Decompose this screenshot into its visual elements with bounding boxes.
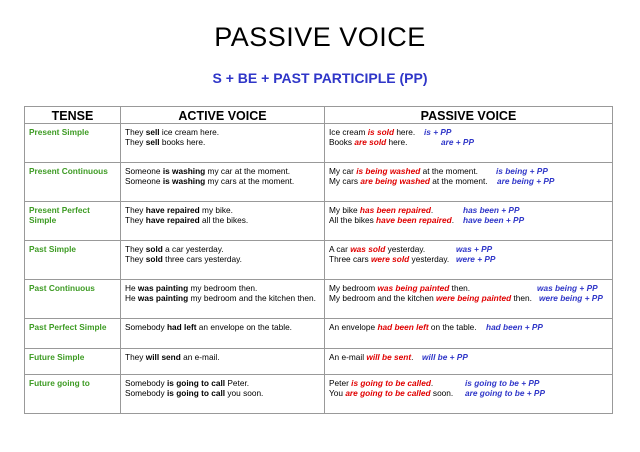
active-sentence [125, 378, 321, 388]
passive-voice-cell [325, 319, 613, 349]
sentence-text: ice cream here. [159, 127, 220, 137]
sentence-text: Peter [329, 378, 352, 388]
sentence-text: My car [329, 166, 357, 176]
header-tense: TENSE [25, 107, 121, 124]
passive-sentence [329, 244, 609, 254]
table-row [25, 163, 613, 202]
active-verb: sell [145, 127, 160, 137]
active-sentence [125, 388, 321, 398]
sentence-text: here. [386, 137, 408, 147]
active-voice-cell [121, 280, 325, 319]
active-verb: sold [145, 254, 163, 264]
passive-verb: are sold [354, 137, 387, 147]
passive-verb: were being painted [436, 293, 512, 303]
table-row [25, 202, 613, 241]
tense-cell: Future Simple [25, 349, 121, 375]
passive-sentence [329, 283, 609, 293]
sentence-text: yesterday. [385, 244, 426, 254]
passive-verb: will be sent [366, 352, 412, 362]
sentence-text: All the bikes [329, 215, 377, 225]
passive-voice-table [24, 106, 613, 414]
tense-cell: Present Simple [25, 124, 121, 163]
passive-sentence [329, 166, 609, 176]
passive-formula-hint: were + PP [456, 254, 496, 264]
table-row [25, 349, 613, 375]
sentence-text: my car at the moment. [205, 166, 291, 176]
active-sentence [125, 254, 321, 264]
sentence-text: books here. [159, 137, 206, 147]
passive-formula-hint: are going to be + PP [465, 388, 545, 398]
passive-formula-hint: is + PP [424, 127, 452, 137]
passive-verb: is going to be called [351, 378, 431, 388]
sentence-text: yesterday. [409, 254, 450, 264]
passive-sentence [329, 127, 609, 137]
passive-verb: were sold [370, 254, 410, 264]
sentence-text: He [125, 293, 138, 303]
page-title: PASSIVE VOICE [214, 22, 426, 52]
active-voice-cell [121, 124, 325, 163]
passive-formula-hint: are being + PP [497, 176, 555, 186]
passive-formula-hint: has been + PP [463, 205, 520, 215]
table-header-row [25, 107, 613, 124]
passive-sentence [329, 137, 609, 147]
passive-formula-hint: were being + PP [539, 293, 603, 303]
sentence-text: . [430, 205, 434, 215]
active-verb: sold [145, 244, 163, 254]
active-sentence [125, 137, 321, 147]
active-voice-cell [121, 241, 325, 280]
active-verb: is washing [162, 166, 206, 176]
sentence-text: Somebody [125, 388, 167, 398]
passive-verb: was sold [350, 244, 386, 254]
passive-sentence [329, 388, 609, 398]
sentence-text: They [125, 352, 146, 362]
sentence-text: then. [511, 293, 532, 303]
sentence-text: . [430, 378, 434, 388]
sentence-text: A car [329, 244, 351, 254]
header-active-voice: ACTIVE VOICE [121, 107, 325, 124]
tense-cell: Past Continuous [25, 280, 121, 319]
passive-verb: are being washed [360, 176, 430, 186]
sentence-text: My bedroom and the kitchen [329, 293, 436, 303]
active-verb: is going to call [166, 388, 226, 398]
active-verb: had left [166, 322, 197, 332]
passive-verb: was being painted [377, 283, 450, 293]
sentence-text: a car yesterday. [162, 244, 224, 254]
sentence-text: . [411, 352, 414, 362]
table-row [25, 241, 613, 280]
passive-formula-hint: is being + PP [496, 166, 548, 176]
table-row [25, 375, 613, 414]
active-verb: was painting [137, 283, 189, 293]
active-sentence [125, 215, 321, 225]
passive-verb: is being washed [356, 166, 421, 176]
sentence-text: My cars [329, 176, 361, 186]
passive-verb: is sold [367, 127, 395, 137]
passive-verb: are going to be called [345, 388, 431, 398]
sentence-text: then. [449, 283, 471, 293]
table-row [25, 280, 613, 319]
sentence-text: They [125, 215, 146, 225]
active-sentence [125, 293, 321, 303]
header-passive-voice: PASSIVE VOICE [325, 107, 613, 124]
sentence-text: They [125, 137, 146, 147]
sentence-text: all the bikes. [199, 215, 249, 225]
sentence-text: My bedroom [329, 283, 378, 293]
passive-sentence [329, 205, 609, 215]
table-row [25, 124, 613, 163]
active-verb: have repaired [145, 215, 200, 225]
sentence-text: Somebody [125, 322, 167, 332]
sentence-text: An envelope [329, 322, 378, 332]
active-sentence [125, 166, 321, 176]
passive-sentence [329, 176, 609, 186]
sentence-text: You [329, 388, 346, 398]
sentence-text: Ice cream [329, 127, 368, 137]
passive-formula-hint: was + PP [456, 244, 493, 254]
passive-voice-cell [325, 375, 613, 414]
passive-formula-hint: are + PP [441, 137, 474, 147]
passive-formula-hint: have been + PP [463, 215, 525, 225]
active-sentence [125, 176, 321, 186]
passive-verb: have been repaired [376, 215, 452, 225]
passive-sentence [329, 352, 609, 362]
active-voice-cell [121, 375, 325, 414]
active-sentence [125, 283, 321, 293]
sentence-text: my bedroom then. [188, 283, 258, 293]
active-sentence [125, 244, 321, 254]
sentence-text: three cars yesterday. [162, 254, 242, 264]
sentence-text: Someone [125, 176, 163, 186]
active-sentence [125, 205, 321, 215]
sentence-text: They [125, 244, 146, 254]
passive-sentence [329, 378, 609, 388]
passive-formula-hint: will be + PP [422, 352, 468, 362]
active-verb: have repaired [145, 205, 200, 215]
passive-sentence [329, 322, 609, 332]
sentence-text: Someone [125, 166, 163, 176]
passive-voice-cell [325, 163, 613, 202]
passive-sentence [329, 215, 609, 225]
passive-voice-cell [325, 241, 613, 280]
sentence-text: They [125, 127, 146, 137]
active-verb: will send [145, 352, 181, 362]
sentence-text: soon. [430, 388, 454, 398]
sentence-text: at the moment. [420, 166, 478, 176]
active-voice-cell [121, 319, 325, 349]
sentence-text: An e-mail [329, 352, 367, 362]
passive-sentence [329, 254, 609, 264]
tense-cell: Past Simple [25, 241, 121, 280]
sentence-text: . [451, 215, 454, 225]
passive-voice-cell [325, 202, 613, 241]
active-verb: was painting [137, 293, 189, 303]
table-row [25, 319, 613, 349]
sentence-text: Somebody [125, 378, 167, 388]
active-sentence [125, 322, 321, 332]
passive-formula-hint: is going to be + PP [465, 378, 540, 388]
passive-formula-hint: had been + PP [486, 322, 543, 332]
sentence-text: My bike [329, 205, 360, 215]
sentence-text: my cars at the moment. [205, 176, 295, 186]
sentence-text: Peter. [225, 378, 250, 388]
active-voice-cell [121, 163, 325, 202]
active-sentence [125, 352, 321, 362]
sentence-text: Books [329, 137, 355, 147]
tense-cell: Past Perfect Simple [25, 319, 121, 349]
sentence-text: at the moment. [429, 176, 488, 186]
sentence-text: my bedroom and the kitchen then. [188, 293, 316, 303]
sentence-text: Three cars [329, 254, 371, 264]
sentence-text: here. [394, 127, 416, 137]
sentence-text: an e-mail. [180, 352, 220, 362]
sentence-text: on the table. [428, 322, 477, 332]
sentence-text: They [125, 254, 146, 264]
active-voice-cell [121, 202, 325, 241]
active-verb: sell [145, 137, 160, 147]
passive-verb: had been left [377, 322, 429, 332]
tense-cell: Present Continuous [25, 163, 121, 202]
active-verb: is washing [162, 176, 206, 186]
passive-sentence [329, 293, 609, 303]
passive-voice-cell [325, 280, 613, 319]
passive-voice-cell [325, 349, 613, 375]
passive-formula-hint: was being + PP [537, 283, 598, 293]
sentence-text: you soon. [225, 388, 264, 398]
passive-voice-cell [325, 124, 613, 163]
sentence-text: They [125, 205, 146, 215]
active-verb: is going to call [166, 378, 226, 388]
sentence-text: my bike. [199, 205, 233, 215]
passive-formula: S + BE + PAST PARTICIPLE (PP) [212, 70, 428, 86]
tense-cell: Present Perfect Simple [25, 202, 121, 241]
tense-cell: Future going to [25, 375, 121, 414]
passive-verb: has been repaired [359, 205, 431, 215]
active-sentence [125, 127, 321, 137]
active-voice-cell [121, 349, 325, 375]
sentence-text: an envelope on the table. [196, 322, 292, 332]
sentence-text: He [125, 283, 138, 293]
